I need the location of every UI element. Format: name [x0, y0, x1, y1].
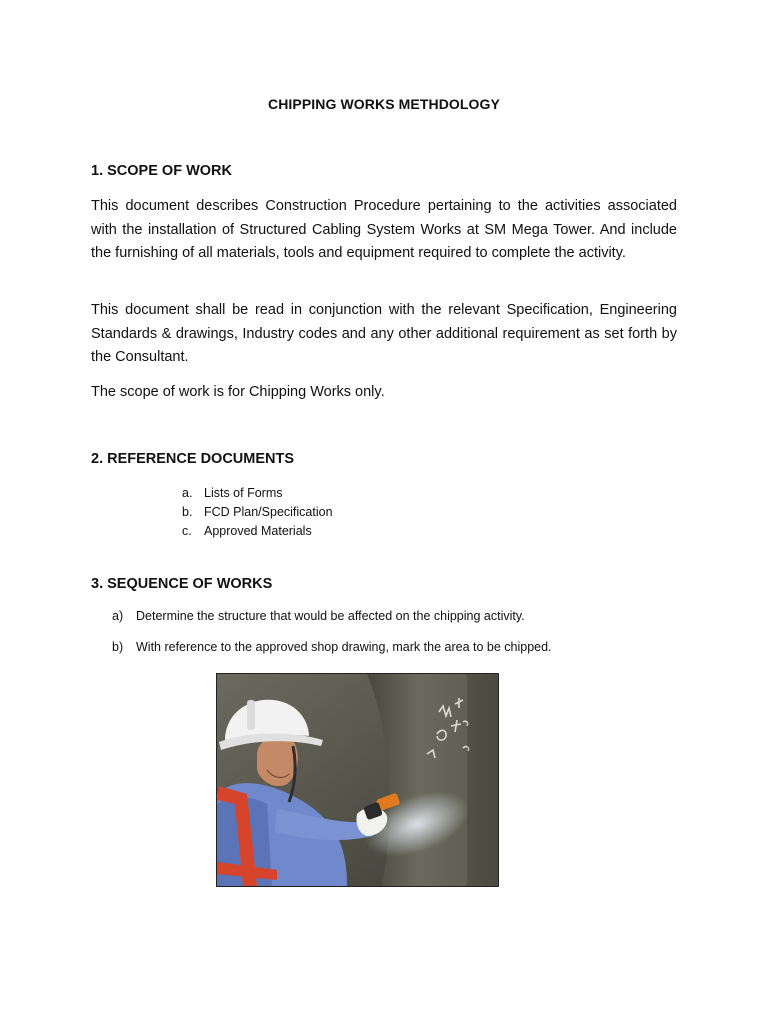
list-marker: a) [112, 609, 124, 623]
list-marker: c. [182, 524, 192, 538]
list-item-text: Approved Materials [204, 524, 312, 538]
scope-paragraph-1: This document describes Construction Procedure pertaining to the activities associated with the installation of Structured Cabling System Works at SM Mega Tower. And include the furnishing of all materials, tools and equipment required to complete the activity. [91, 198, 677, 261]
list-marker: a. [182, 486, 193, 500]
worker-chipping-photo [216, 673, 499, 887]
list-item-text: With reference to the approved shop drawing, mark the area to be chipped. [136, 640, 552, 654]
sequence-item [112, 640, 552, 654]
section-heading-scope: 1. SCOPE OF WORK [91, 163, 232, 179]
section-heading-sequence: 3. SEQUENCE OF WORKS [91, 576, 273, 592]
list-item-text: Determine the structure that would be affected on the chipping activity. [136, 609, 525, 623]
list-item [182, 503, 333, 522]
list-item [182, 484, 333, 503]
section-heading-references: 2. REFERENCE DOCUMENTS [91, 451, 295, 467]
list-item-text: FCD Plan/Specification [204, 505, 333, 519]
list-item-text: Lists of Forms [204, 486, 283, 500]
scope-paragraph-3: The scope of work is for Chipping Works only. [91, 384, 385, 400]
list-marker: b) [112, 640, 124, 654]
worker-chipping-illustration [217, 674, 498, 886]
document-title: CHIPPING WORKS METHDOLOGY [268, 96, 500, 112]
scope-paragraph-2: This document shall be read in conjunction with the relevant Specification, Engineering Standards & drawings, Industry codes and any other additional requirement as set forth by the Consultant. [91, 302, 677, 365]
sequence-item [112, 609, 525, 623]
list-item [182, 522, 333, 541]
reference-list [182, 484, 333, 541]
list-marker: b. [182, 505, 193, 519]
